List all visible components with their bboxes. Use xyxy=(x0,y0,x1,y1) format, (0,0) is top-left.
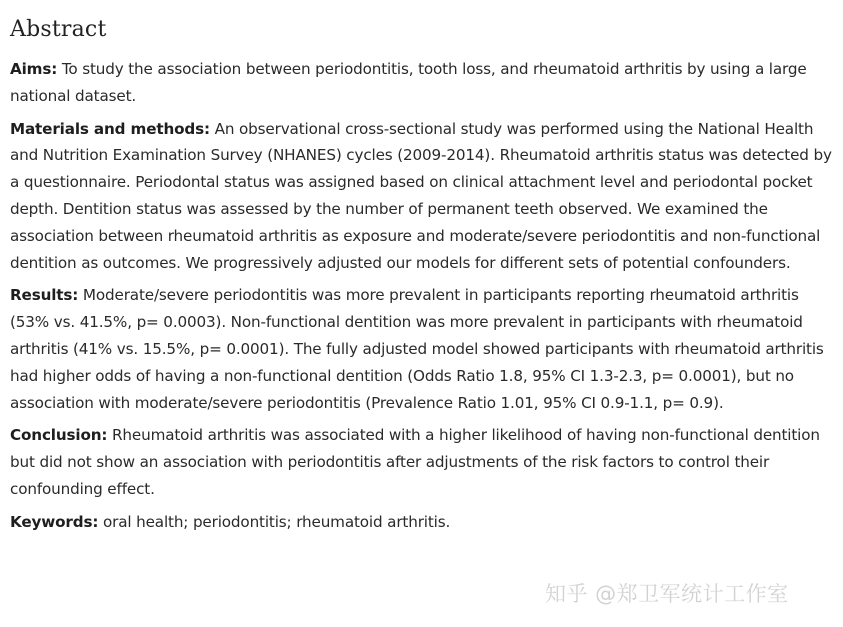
conclusion-text: Rheumatoid arthritis was associated with a higher likelihood of having non-functional dentition but did not show an association with periodontitis after adjustments of the risk factors to control their confounding effect. xyxy=(10,426,820,498)
keywords-text: oral health; periodontitis; rheumatoid arthritis. xyxy=(102,512,451,531)
keywords-label: Keywords: xyxy=(10,512,99,531)
watermark: 知乎 @郑卫军统计工作室 xyxy=(545,582,789,606)
keywords-paragraph xyxy=(10,509,836,536)
results-paragraph xyxy=(10,282,836,416)
results-text: Moderate/severe periodontitis was more prevalent in participants reporting rheumatoid arthritis (53% vs. 41.5%, p= 0.0003). Non-functional dentition was more prevalent in participants with rheumatoid arthritis (41% vs. 15.5%, p= 0.0001). The fully adjusted model showed participants with rheumatoid arthritis had higher odds of having a non-functional dentition (Odds Ratio 1.8, 95% CI 1.3-2.3, p= 0.0001), but no association with moderate/severe periodontitis (Prevalence Ratio 1.01, 95% CI 0.9-1.1, p= 0.9). xyxy=(10,286,824,412)
methods-text: An observational cross-sectional study was performed using the National Health and Nutrition Examination Survey (NHANES) cycles (2009-2014). Rheumatoid arthritis status was detected by a questionnaire. Periodontal status was assigned based on clinical attachment level and periodontal pocket depth. Dentition status was assessed by the number of permanent teeth observed. We examined the association between rheumatoid arthritis as exposure and moderate/severe periodontitis and non-functional dentition as outcomes. We progressively adjusted our models for different sets of potential confounders. xyxy=(10,119,832,272)
results-label: Results: xyxy=(10,286,79,305)
aims-label: Aims: xyxy=(10,60,58,78)
methods-label: Materials and methods: xyxy=(10,119,210,138)
methods-paragraph xyxy=(10,116,836,277)
aims-paragraph xyxy=(10,56,836,110)
conclusion-label: Conclusion: xyxy=(10,426,108,445)
abstract-heading: Abstract xyxy=(10,17,107,42)
conclusion-paragraph xyxy=(10,422,836,502)
aims-text: To study the association between periodontitis, tooth loss, and rheumatoid arthritis by using a large national dataset. xyxy=(10,60,807,105)
abstract-section xyxy=(10,0,836,536)
